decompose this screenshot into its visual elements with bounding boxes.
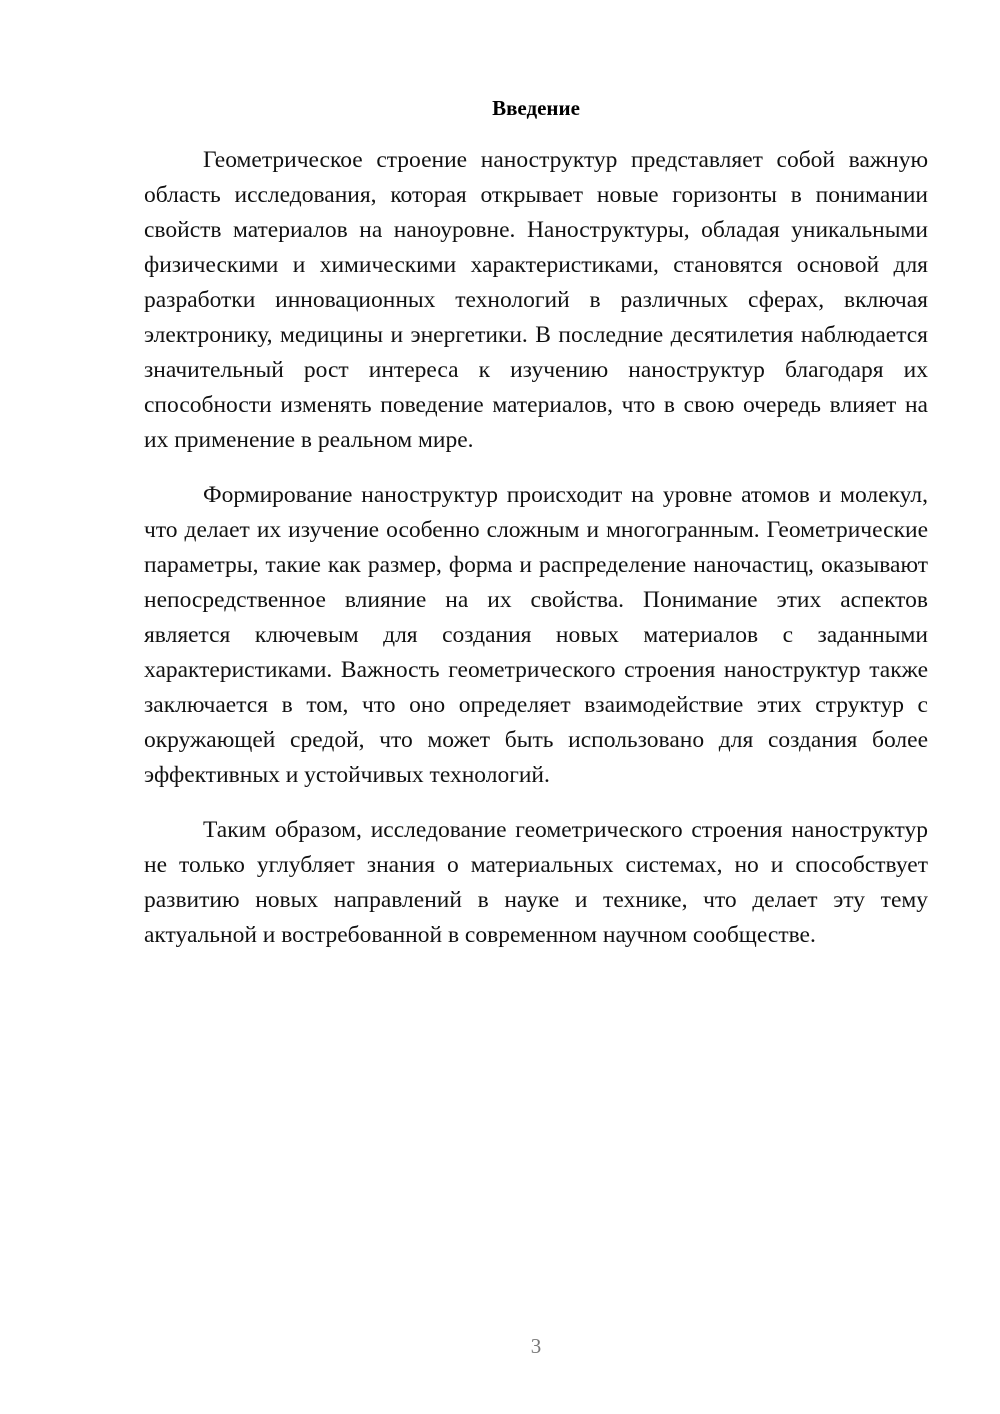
paragraph-1: Геометрическое строение наноструктур представляет собой важную область исследования, которая открывает новые горизонты в понимании свойств материалов на наноуровне. Наноструктуры, обладая уникальными физическими и химическими характеристиками, становятся основой для разработки инновационных технологий в различных сферах, включая электронику, медицины и энергетики. В последние десятилетия наблюдается значительный рост интереса к изучению наноструктур благодаря их способности изменять поведение материалов, что в свою очередь влияет на их применение в реальном мире. [144, 147, 928, 453]
page-number: 3 [530, 1334, 542, 1358]
page-title: Введение [492, 96, 580, 120]
body-text [144, 143, 928, 973]
paragraph-3: Таким образом, исследование геометрического строения наноструктур не только углубляет знания о материальных системах, но и способствует развитию новых направлений в науке и технике, что делает эту тему актуальной и востребованной в современном научном сообществе. [144, 817, 928, 948]
paragraph-2: Формирование наноструктур происходит на уровне атомов и молекул, что делает их изучение особенно сложным и многогранным. Геометрические параметры, такие как размер, форма и распределение наночастиц, оказывают непосредственное влияние на их свойства. Понимание этих аспектов является ключевым для создания новых материалов с заданными характеристиками. Важность геометрического строения наноструктур также заключается в том, что оно определяет взаимодействие этих структур с окружающей средой, что может быть использовано для создания более эффективных и устойчивых технологий. [144, 482, 928, 788]
